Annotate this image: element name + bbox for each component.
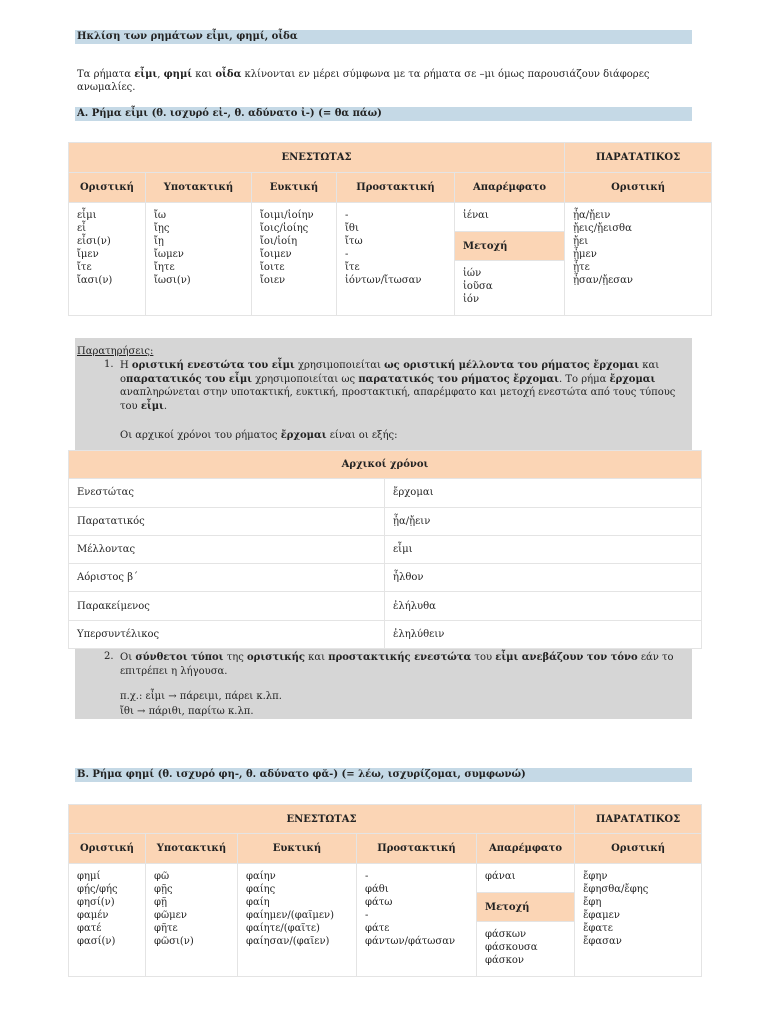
- table-row: Ενεστώτας ἔρχομαι: [69, 479, 702, 507]
- col-header-infinitive: Απαρέμφατο: [477, 834, 575, 864]
- optative-forms: φαίην φαίης φαίη φαίημεν/(φαῖμεν) φαίητε/(φαῖτε) φαίησαν/(φαῖεν): [238, 864, 357, 977]
- note-1-number: 1.: [104, 359, 114, 370]
- col-header-indicative: Οριστική: [69, 173, 146, 203]
- infinitive-form: φάναι: [477, 864, 575, 893]
- table-row: Υπερσυντέλικος ἐληλύθειν: [69, 620, 702, 648]
- participle-header: Μετοχή: [455, 232, 565, 261]
- col-header-optative: Ευκτική: [252, 173, 337, 203]
- note-1-text: Η οριστική ενεστώτα του εἶμι χρησιμοποιείται ως οριστική μέλλοντα του ρήματος ἔρχομαι και οπαρατατικός του εἶμι χρησιμοποιείται ως παρατατικός του ρήματος ἔρχομαι. Το ρήμα ἔρχομαι αναπληρώνεται στην υποτακτική, ευκτική, προστακτική, απαρέμφατο και μετοχή ενεστώτα από τους τύπους του εἶμι.: [120, 360, 676, 412]
- infinitive-form: ἰέναι: [455, 203, 565, 232]
- note-2-box: [75, 649, 692, 719]
- col-header-infinitive: Απαρέμφατο: [455, 173, 565, 203]
- col-header-imperative: Προστακτική: [357, 834, 477, 864]
- principal-parts-header: Αρχικοί χρόνοι: [69, 451, 702, 479]
- col-header-indicative: Οριστική: [69, 834, 146, 864]
- page-title: Ηκλίση των ρημάτων εἶμι, φημί, οἶδα: [75, 30, 692, 44]
- participle-forms: ἰών ἰοῦσα ἰόν: [455, 261, 565, 316]
- col-header-imperfect-indicative: Οριστική: [575, 834, 702, 864]
- group-header-present: ΕΝΕΣΤΩΤΑΣ: [69, 143, 565, 173]
- note-2-number: 2.: [104, 651, 114, 662]
- table-row: Παρακείμενος ἐλήλυθα: [69, 592, 702, 620]
- example-2: ἴθι → πάριθι, παρίτω κ.λπ.: [120, 706, 254, 717]
- table-row: Μέλλοντας εἶμι: [69, 535, 702, 563]
- conjugation-table-eimi: [68, 142, 712, 316]
- example-1: π.χ.: εἶμι → πάρειμι, πάρει κ.λπ.: [120, 691, 282, 702]
- optative-forms: ἴοιμι/ἰοίην ἴοις/ἰοίης ἴοι/ἰοίη ἴοιμεν ἴοιτε ἴοιεν: [252, 203, 337, 316]
- participle-header: Μετοχή: [477, 893, 575, 922]
- col-header-subjunctive: Υποτακτική: [146, 834, 238, 864]
- col-header-imperfect-indicative: Οριστική: [565, 173, 712, 203]
- notes-label: Παρατηρήσεις:: [77, 346, 154, 357]
- group-header-present: ΕΝΕΣΤΩΤΑΣ: [69, 805, 575, 834]
- imperative-forms: - ἴθι ἴτω - ἴτε ἰόντων/ἴτωσαν: [337, 203, 455, 316]
- col-header-subjunctive: Υποτακτική: [146, 173, 252, 203]
- group-header-imperfect: ΠΑΡΑΤΑΤΙΚΟΣ: [575, 805, 702, 834]
- principal-parts-intro: Οι αρχικοί χρόνοι του ρήματος ἔρχομαι είναι οι εξής:: [120, 430, 398, 441]
- participle-forms: φάσκων φάσκουσα φάσκον: [477, 922, 575, 977]
- indicative-forms: εἶμι εἶ εἶσι(ν) ἴμεν ἴτε ἴασι(ν): [69, 203, 146, 316]
- group-header-imperfect: ΠΑΡΑΤΑΤΙΚΟΣ: [565, 143, 712, 173]
- note-2-text: Οι σύνθετοι τύποι της οριστικής και προστακτικής ενεστώτα του εἶμι ανεβάζουν τον τόνο εάν το επιτρέπει η λήγουσα.: [120, 652, 674, 677]
- imperfect-forms: ᾖα/ᾔειν ᾔεις/ᾔεισθα ᾔει ᾖμεν ᾖτε ᾖσαν/ᾔεσαν: [565, 203, 712, 316]
- col-header-imperative: Προστακτική: [337, 173, 455, 203]
- subjunctive-forms: φῶ φῇς φῇ φῶμεν φῆτε φῶσι(ν): [146, 864, 238, 977]
- indicative-forms: φημί φῄς/φής φησί(ν) φαμέν φατέ φασί(ν): [69, 864, 146, 977]
- section-a-heading: Α. Ρήμα εἶμι (θ. ισχυρό εἰ-, θ. αδύνατο ἰ-) (= θα πάω): [75, 107, 692, 121]
- table-row: Παρατατικός ᾖα/ᾔειν: [69, 507, 702, 535]
- principal-parts-table: [68, 450, 702, 649]
- section-b-heading: Β. Ρήμα φημί (θ. ισχυρό φη-, θ. αδύνατο φᾰ-) (= λέω, ισχυρίζομαι, συμφωνώ): [75, 768, 692, 782]
- subjunctive-forms: ἴω ἴῃς ἴῃ ἴωμεν ἴητε ἴωσι(ν): [146, 203, 252, 316]
- col-header-optative: Ευκτική: [238, 834, 357, 864]
- imperative-forms: - φάθι φάτω - φάτε φάντων/φάτωσαν: [357, 864, 477, 977]
- intro-paragraph: Τα ρήματα εἶμι, φημί και οἶδα κλίνονται εν μέρει σύμφωνα με τα ρήματα σε –μι όμως παρουσιάζουν διάφορες ανωμαλίες.: [77, 69, 650, 93]
- imperfect-forms: ἔφην ἔφησθα/ἔφης ἔφη ἔφαμεν ἔφατε ἔφασαν: [575, 864, 702, 977]
- table-row: Αόριστος β΄ ἦλθον: [69, 564, 702, 592]
- conjugation-table-phemi: [68, 804, 702, 977]
